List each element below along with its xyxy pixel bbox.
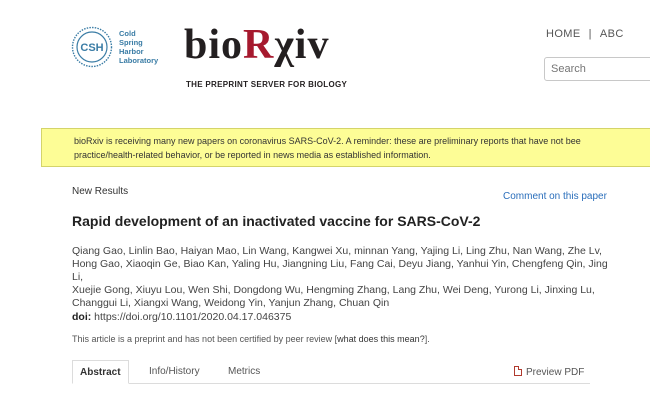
nav-home-link[interactable]: HOME xyxy=(546,28,581,40)
article-title: Rapid development of an inactivated vaccine for SARS-CoV-2 xyxy=(72,213,481,229)
brand-accent: R xyxy=(243,22,275,68)
article-tabs xyxy=(72,360,590,384)
csh-line: Laboratory xyxy=(119,56,159,65)
banner-line: bioRxiv is receiving many new papers on coronavirus SARS-CoV-2. A reminder: these are preliminary reports that have not bee xyxy=(74,136,581,146)
csh-seal-icon xyxy=(71,26,113,68)
tab-abstract[interactable]: Abstract xyxy=(72,360,129,384)
covid-notice-banner xyxy=(41,128,650,167)
tagline: THE PREPRINT SERVER FOR BIOLOGY xyxy=(186,80,348,89)
author-list xyxy=(72,245,612,310)
preprint-note-end: ]. xyxy=(424,334,430,344)
biorxiv-logo[interactable] xyxy=(184,24,329,66)
brand-prefix: bio xyxy=(184,22,244,68)
author-line: Qiang Gao, Linlin Bao, Haiyan Mao, Lin Wang, Kangwei Xu, minnan Yang, Yajing Li, Ling Zhu, Nan Wang, Zhe Lv, xyxy=(72,245,602,257)
csh-line: Spring xyxy=(119,38,143,47)
csh-line: Cold xyxy=(119,29,136,38)
csh-monogram: CSH xyxy=(80,42,104,54)
doi-link[interactable]: https://doi.org/10.1101/2020.04.17.046375 xyxy=(94,311,292,323)
tab-info-history[interactable]: Info/History xyxy=(149,366,200,377)
what-does-this-mean-link[interactable]: what does this mean? xyxy=(337,334,425,344)
csh-logo[interactable] xyxy=(71,26,175,70)
search-input[interactable] xyxy=(544,57,650,81)
pdf-icon xyxy=(514,366,522,376)
doi-label: doi: xyxy=(72,311,92,323)
tab-metrics[interactable]: Metrics xyxy=(228,366,261,377)
doi xyxy=(72,311,291,323)
csh-line: Harbor xyxy=(119,47,144,56)
banner-line: practice/health-related behavior, or be reported in news media as established information. xyxy=(74,150,431,160)
csh-logo-text xyxy=(119,29,158,65)
preprint-note-text: This article is a preprint and has not been certified by peer review [ xyxy=(72,334,338,344)
author-line: Xuejie Gong, Xiuyu Lou, Wen Shi, Dongdong Wu, Hengming Zhang, Lang Zhu, Wei Deng, Yurong Li, Jinxing Lu, xyxy=(72,284,595,296)
author-line: Hong Gao, Xiaoqin Ge, Biao Kan, Yaling Hu, Jiangning Liu, Fang Cai, Deyu Jiang, Yanhui Yin, Chengfeng Qin, Jing Li, xyxy=(72,258,608,283)
brand-suffix: χiv xyxy=(274,22,330,68)
nav-separator: | xyxy=(588,28,592,40)
preview-pdf-label: Preview PDF xyxy=(526,367,585,378)
preview-pdf-button[interactable] xyxy=(514,366,584,378)
comment-link[interactable]: Comment on this paper xyxy=(503,191,607,202)
nav-about-link[interactable]: ABC xyxy=(599,28,624,40)
author-line: Changgui Li, Xiangxi Wang, Weidong Yin, Yanjun Zhang, Chuan Qin xyxy=(72,297,390,309)
top-nav xyxy=(546,28,624,40)
section-label: New Results xyxy=(72,186,129,197)
preprint-note xyxy=(72,334,430,344)
